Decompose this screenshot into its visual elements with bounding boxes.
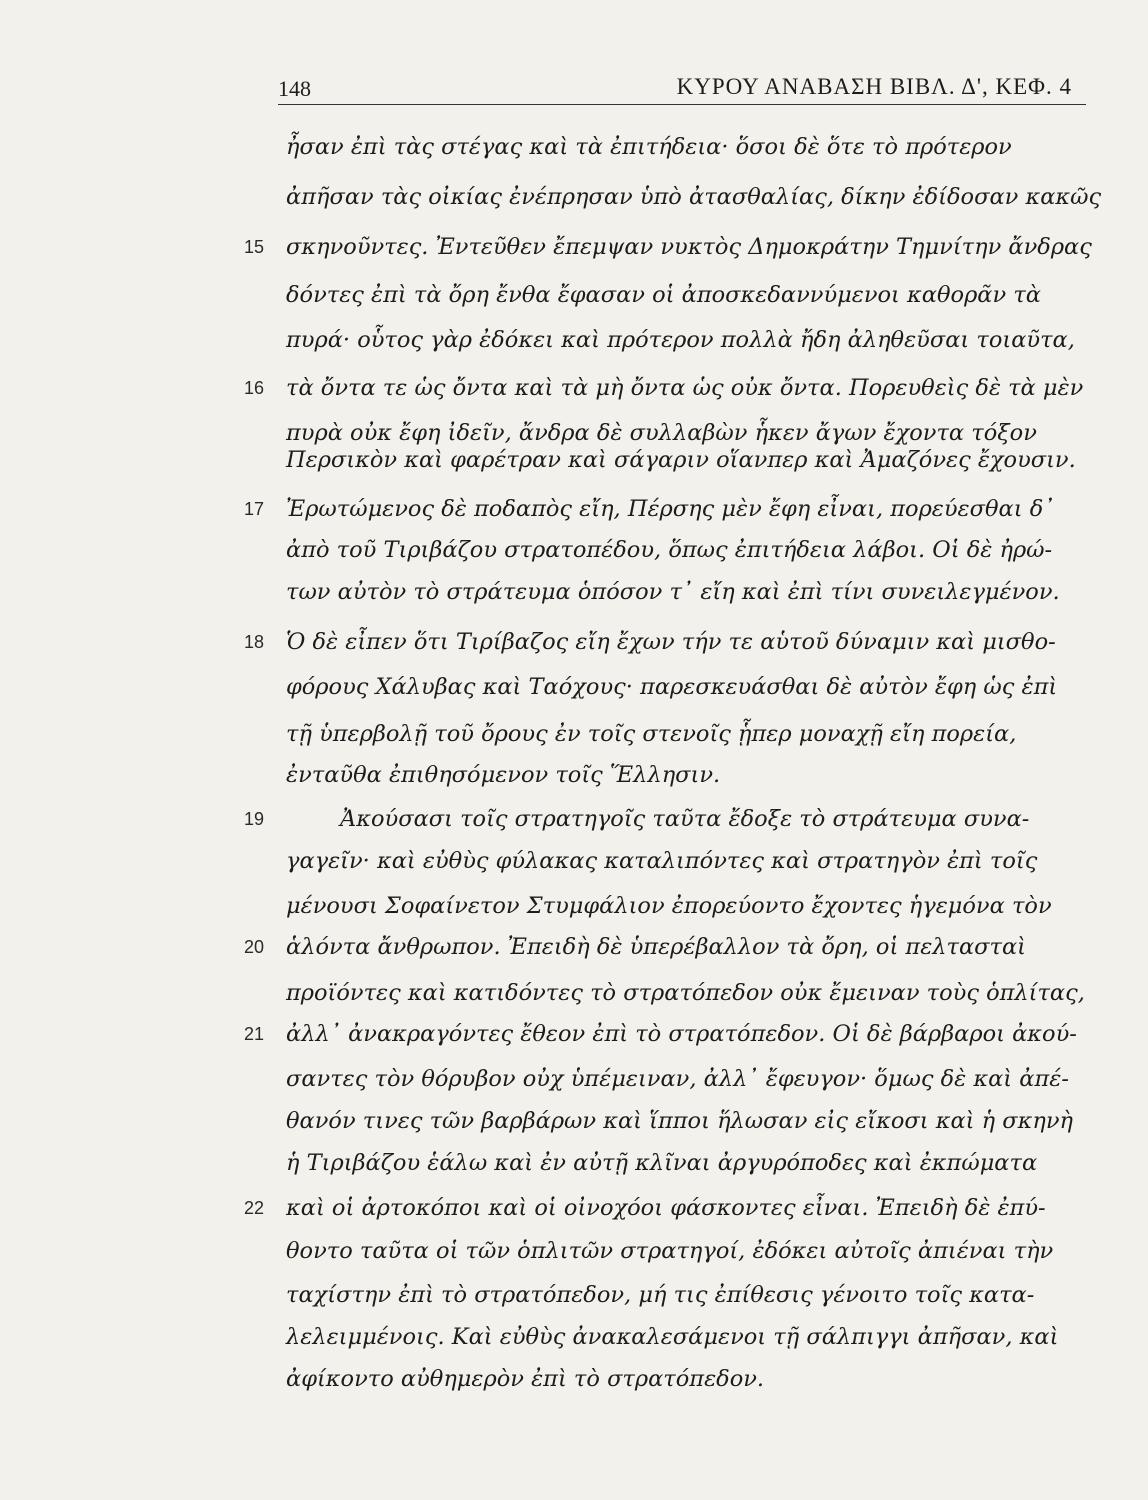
line-text: πυρὰ οὐκ ἔφη ἰδεῖν, ἄνδρα δὲ συλλαβὼν ἧκεν ἄγων ἔχοντα τόξον [286,420,1037,446]
line-text: καὶ οἱ ἀρτοκόποι καὶ οἱ οἰνοχόοι φάσκοντες εἶναι. Ἐπειδὴ δὲ ἐπύ- [286,1195,1046,1221]
page-number: 148 [278,76,311,101]
line-text: ἦσαν ἐπὶ τὰς στέγας καὶ τὰ ἐπιτήδεια· ὅσοι δὲ ὅτε τὸ πρότερον [286,134,1012,160]
line-text: λελειμμένοις. Καὶ εὐθὺς ἀνακαλεσάμενοι τῇ σάλπιγγι ἀπῆσαν, καὶ [286,1324,1059,1350]
line-text: ἀφίκοντο αὐθημερὸν ἐπὶ τὸ στρατόπεδον. [286,1366,765,1392]
line-text: σκηνοῦντες. Ἐντεῦθεν ἔπεμψαν νυκτὸς Δημοκράτην Τημνίτην ἄνδρας [286,234,1092,260]
line-text: φόρους Χάλυβας καὶ Ταόχους· παρεσκευάσθαι δὲ αὐτὸν ἔφη ὡς ἐπὶ [286,674,1058,700]
line-text: ταχίστην ἐπὶ τὸ στρατόπεδον, μή τις ἐπίθεσις γένοιτο τοῖς κατα- [286,1282,1035,1308]
line-text: τῇ ὑπερβολῇ τοῦ ὄρους ἐν τοῖς στενοῖς ᾗπερ μοναχῇ εἴη πορεία, [286,721,1017,747]
line-text: τὰ ὄντα τε ὡς ὄντα καὶ τὰ μὴ ὄντα ὡς οὐκ ὄντα. Πορευθεὶς δὲ τὰ μὲν [286,375,1084,401]
line-number: 15 [244,237,265,257]
line-number: 22 [244,1198,265,1218]
line-text: ἐνταῦθα ἐπιθησόμενον τοῖς Ἕλλησιν. [286,762,721,788]
line-number: 19 [244,809,265,829]
line-text: Ἐρωτώμενος δὲ ποδαπὸς εἴη, Πέρσης μὲν ἔφη εἶναι, πορεύεσθαι δ᾽ [286,496,1055,522]
line-number: 18 [244,632,265,652]
line-text: των αὐτὸν τὸ στράτευμα ὁπόσον τ᾽ εἴη καὶ ἐπὶ τίνι συνειλεγμένον. [286,579,1060,605]
line-number: 17 [244,499,265,519]
line-text: σαντες τὸν θόρυβον οὐχ ὑπέμειναν, ἀλλ᾽ ἔφευγον· ὅμως δὲ καὶ ἀπέ- [286,1066,1069,1092]
line-text: προϊόντες καὶ κατιδόντες τὸ στρατόπεδον οὐκ ἔμειναν τοὺς ὁπλίτας, [286,980,1085,1006]
line-text: ἀλλ᾽ ἀνακραγόντες ἔθεον ἐπὶ τὸ στρατόπεδον. Οἱ δὲ βάρβαροι ἀκού- [286,1021,1077,1047]
line-text: Περσικὸν καὶ φαρέτραν καὶ σάγαριν οἵανπερ καὶ Ἀμαζόνες ἔχουσιν. [286,447,1076,473]
line-text: πυρά· οὗτος γὰρ ἐδόκει καὶ πρότερον πολλὰ ἤδη ἀληθεῦσαι τοιαῦτα, [286,327,1075,353]
running-title: ΚΥΡΟΥ ΑΝΑΒΑΣΗ ΒΙΒΛ. Δ', ΚΕΦ. 4 [676,74,1072,99]
line-text: γαγεῖν· καὶ εὐθὺς φύλακας καταλιπόντες καὶ στρατηγὸν ἐπὶ τοῖς [286,848,1038,874]
line-text: ἀπῆσαν τὰς οἰκίας ἐνέπρησαν ὑπὸ ἀτασθαλίας, δίκην ἐδίδοσαν κακῶς [286,184,1102,210]
line-text: θανόν τινες τῶν βαρβάρων καὶ ἵπποι ἥλωσαν εἰς εἴκοσι καὶ ἡ σκηνὴ [286,1108,1074,1134]
line-number: 21 [244,1024,265,1044]
line-text: Ὁ δὲ εἶπεν ὅτι Τιρίβαζος εἴη ἔχων τήν τε αὑτοῦ δύναμιν καὶ μισθο- [286,629,1056,655]
line-text: ἡ Τιριβάζου ἑάλω καὶ ἐν αὐτῇ κλῖναι ἀργυρόποδες καὶ ἐκπώματα [286,1150,1038,1176]
line-text: θοντο ταῦτα οἱ τῶν ὁπλιτῶν στρατηγοί, ἐδόκει αὐτοῖς ἀπιέναι τὴν [286,1238,1054,1264]
line-number: 20 [244,937,265,957]
line-text: Ἀκούσασι τοῖς στρατηγοῖς ταῦτα ἔδοξε τὸ στράτευμα συνα- [340,806,1030,832]
line-text: ἀπὸ τοῦ Τιριβάζου στρατοπέδου, ὅπως ἐπιτήδεια λάβοι. Οἱ δὲ ἠρώ- [286,537,1053,563]
line-text: μένουσι Σοφαίνετον Στυμφάλιον ἐπορεύοντο ἔχοντες ἡγεμόνα τὸν [286,893,1052,919]
line-text: ἁλόντα ἄνθρωπον. Ἐπειδὴ δὲ ὑπερέβαλλον τὰ ὄρη, οἱ πελτασταὶ [286,934,1027,960]
line-text: δόντες ἐπὶ τὰ ὄρη ἔνθα ἔφασαν οἱ ἀποσκεδαννύμενοι καθορᾶν τὰ [286,282,1041,308]
line-number: 16 [244,378,265,398]
